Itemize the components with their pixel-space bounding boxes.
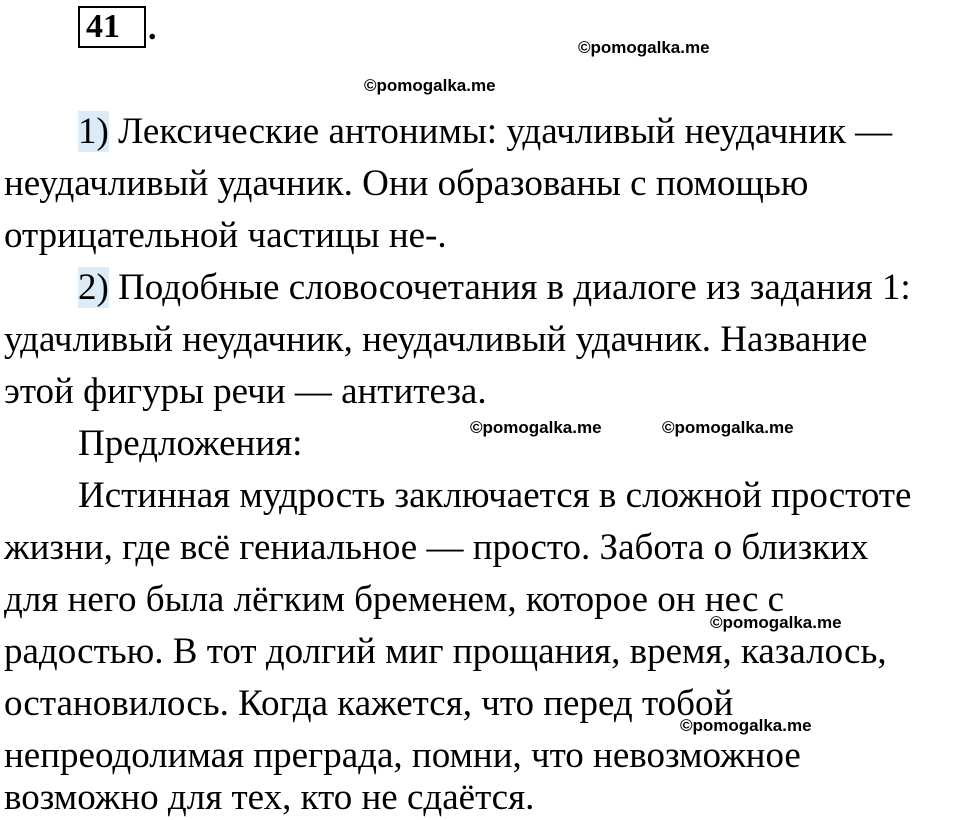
paragraph-4-line-7: возможно для тех, кто не сдаётся. (4, 777, 535, 818)
paragraph-4-line-3: для него была лёгким бременем, которое он нес с (4, 579, 785, 620)
watermark: ©pomogalka.me (662, 418, 794, 437)
watermark: ©pomogalka.me (470, 418, 602, 437)
paragraph-text: Лексические антонимы: удачливый неудачник — (108, 111, 893, 152)
paragraph-1-line-3: отрицательной частицы не-. (4, 215, 447, 256)
paragraph-1-line-1 (78, 110, 892, 154)
task-number-box (78, 6, 146, 48)
paragraph-4-line-4: радостью. В тот долгий миг прощания, время, казалось, (4, 631, 887, 672)
watermark: ©pomogalka.me (364, 76, 496, 95)
list-marker-1: 1) (78, 111, 109, 152)
paragraph-text: Подобные словосочетания в диалоге из задания 1: (108, 267, 911, 308)
watermark: ©pomogalka.me (680, 716, 812, 735)
watermark: ©pomogalka.me (710, 613, 842, 632)
paragraph-4-line-1: Истинная мудрость заключается в сложной простоте (78, 475, 912, 516)
paragraph-2-line-3: этой фигуры речи — антитеза. (4, 371, 487, 412)
paragraph-2-line-2: удачливый неудачник, неудачливый удачник. Название (4, 319, 868, 360)
paragraph-4-line-2: жизни, где всё гениальное — просто. Забота о близких (4, 527, 869, 568)
paragraph-1-line-2: неудачливый удачник. Они образованы с помощью (4, 163, 809, 204)
paragraph-4-line-5: остановилось. Когда кажется, что перед тобой (4, 683, 734, 724)
sentences-heading: Предложения: (78, 423, 303, 464)
list-marker-2: 2) (78, 267, 109, 308)
watermark: ©pomogalka.me (578, 38, 710, 57)
task-number: 41 (86, 8, 120, 45)
paragraph-4-line-6: непреодолимая преграда, помни, что невозможное (4, 735, 801, 776)
paragraph-2-line-1 (78, 266, 911, 310)
task-number-dot: . (148, 10, 157, 47)
